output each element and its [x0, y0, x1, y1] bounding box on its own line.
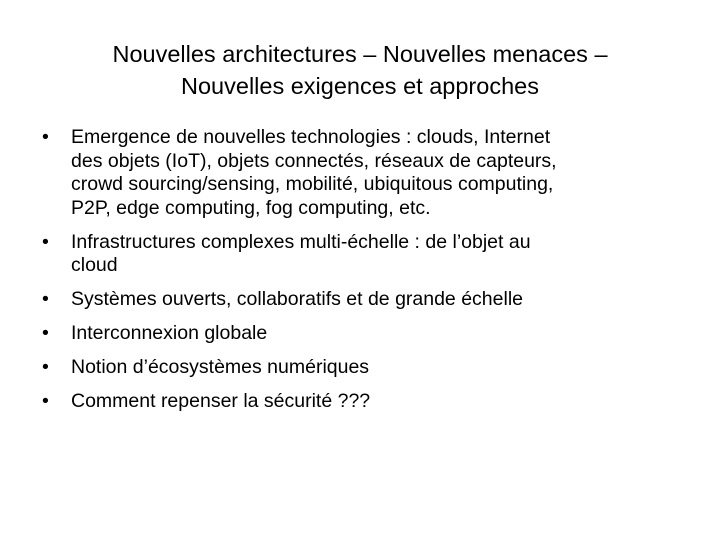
bullet-item-complex-infrastructures	[42, 231, 682, 278]
slide-title-line-2: Nouvelles exigences et approches	[181, 73, 539, 99]
slide-title-line-1: Nouvelles architectures – Nouvelles menaces –	[112, 41, 608, 67]
bullet-item-global-interconnection	[42, 322, 682, 346]
bullet-text-line: Comment repenser la sécurité ???	[71, 390, 371, 412]
bullet-dot-icon: •	[42, 126, 49, 148]
slide-title	[40, 38, 680, 102]
bullet-text-line: des objets (IoT), objets connectés, réseaux de capteurs,	[71, 149, 557, 172]
bullet-list	[42, 126, 682, 424]
bullet-dot-icon: •	[42, 390, 49, 412]
bullet-text-line: Infrastructures complexes multi-échelle : de l’objet au	[71, 230, 531, 253]
bullet-item-rethink-security	[42, 390, 682, 414]
bullet-text-line: Notion d’écosystèmes numériques	[71, 356, 370, 378]
bullet-text-line: Emergence de nouvelles technologies : clouds, Internet	[71, 126, 551, 148]
bullet-dot-icon: •	[42, 230, 49, 253]
bullet-dot-icon: •	[42, 322, 49, 344]
bullet-item-open-systems	[42, 288, 682, 312]
bullet-dot-icon: •	[42, 288, 49, 310]
bullet-item-digital-ecosystems	[42, 356, 682, 380]
bullet-dot-icon: •	[42, 356, 49, 378]
bullet-item-emerging-technologies	[42, 126, 682, 220]
bullet-text-line: cloud	[71, 254, 118, 276]
bullet-text-line: Interconnexion globale	[71, 322, 268, 344]
bullet-text-line: Systèmes ouverts, collaboratifs et de grande échelle	[71, 288, 523, 310]
bullet-text-line: crowd sourcing/sensing, mobilité, ubiquitous computing,	[71, 173, 554, 195]
bullet-text-line: P2P, edge computing, fog computing, etc.	[71, 196, 431, 219]
